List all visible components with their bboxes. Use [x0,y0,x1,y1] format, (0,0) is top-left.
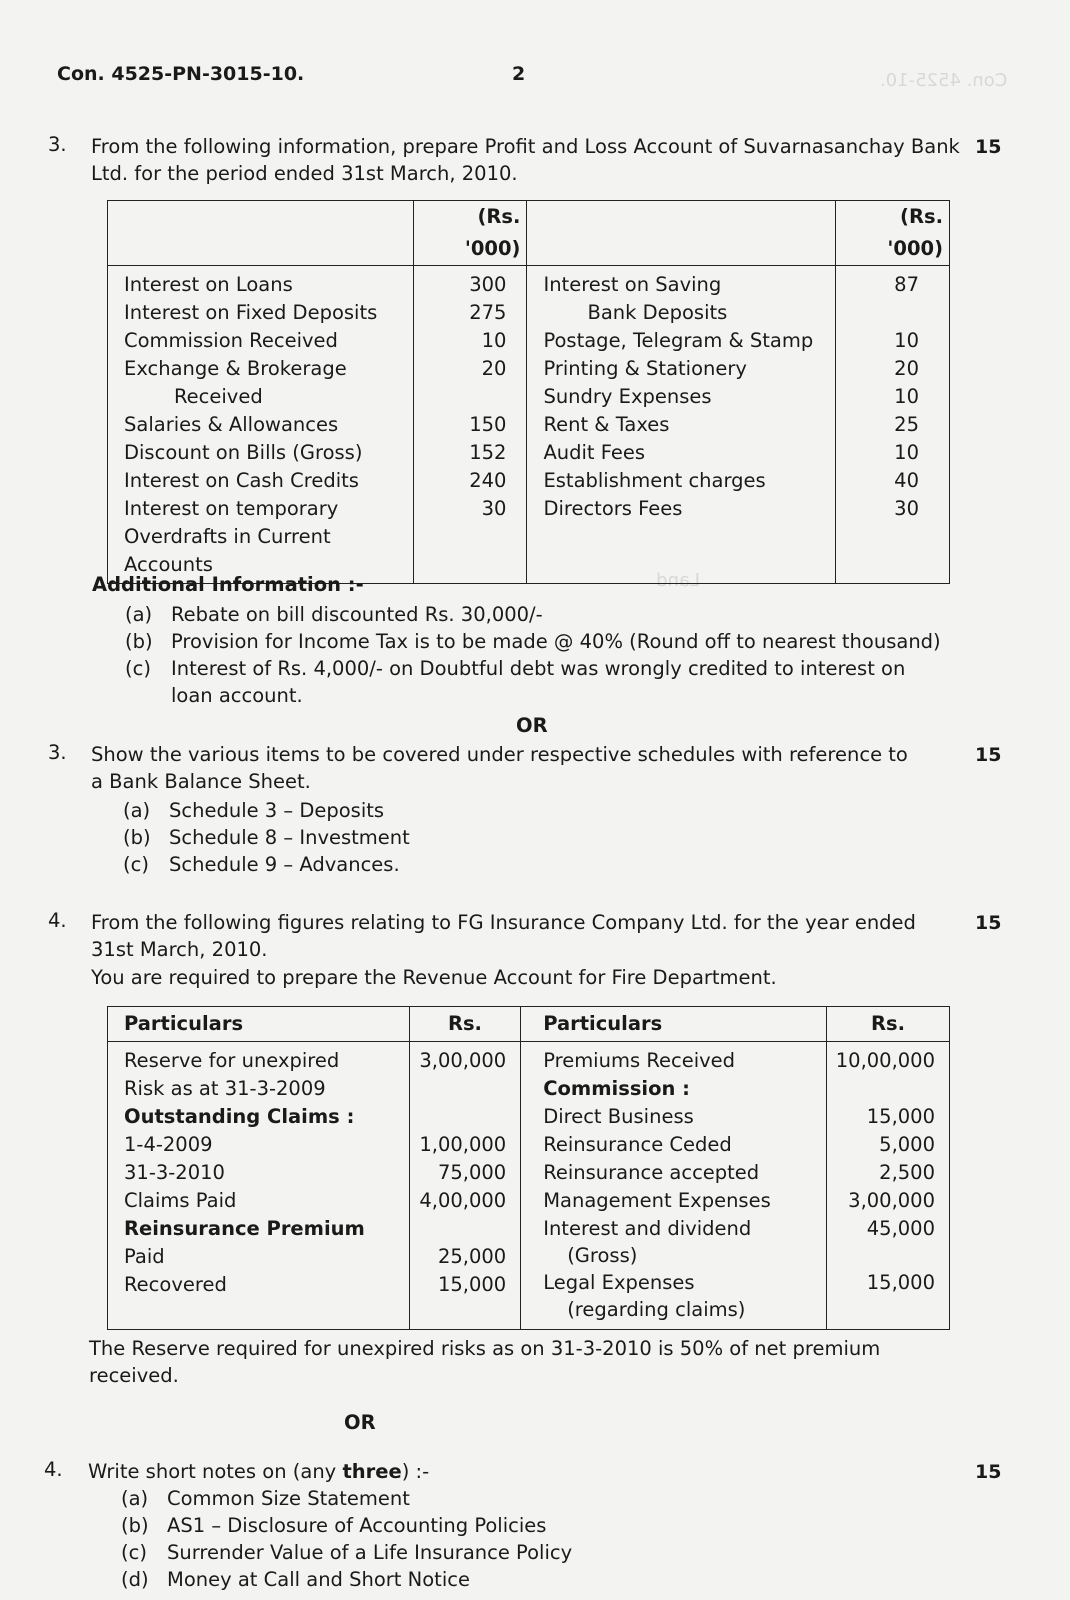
table-cell-value: 15,000 [866,1105,935,1128]
table-row-label: Establishment charges [543,469,766,492]
list-item [121,1539,572,1566]
intro-text: Write short notes on (any [88,1460,343,1483]
table-row-label: Audit Fees [543,441,646,464]
item-text: Interest of Rs. 4,000/- on Doubtful debt was wrongly credited to interest on [171,657,906,680]
list-item [123,824,410,851]
marks: 15 [975,136,1002,158]
table-row-label: Interest on temporary [124,497,339,520]
note-text: received. [89,1364,179,1387]
column-header: (Rs. '000) [836,201,950,266]
item-label: (c) [125,657,151,680]
question-number: 3. [48,133,67,156]
item-text: AS1 – Disclosure of Accounting Policies [167,1514,547,1537]
marks: 15 [975,1461,1002,1483]
table-cell-value: 1,00,000 [419,1133,507,1156]
item-label: (c) [123,853,149,876]
column-header: Particulars [108,1007,410,1042]
table-row-label: Sundry Expenses [543,385,712,408]
or-separator: OR [344,1411,376,1434]
item-label: (a) [123,799,151,822]
item-label: (b) [121,1514,149,1537]
table-cell-value: 45,000 [866,1217,935,1240]
table-cell-value: 30 [894,497,919,520]
list-item [121,1512,572,1539]
table-cell-value: 3,00,000 [419,1049,507,1072]
table-cell-value: 2,500 [879,1161,935,1184]
pl-data-table [107,200,950,584]
table-row-label: Interest on Loans [124,273,293,296]
revenue-data-table [107,1006,950,1330]
table-row-label: 1-4-2009 [124,1133,213,1156]
table-cell-value: 30 [481,497,507,520]
item-text: Schedule 9 – Advances. [169,853,400,876]
table-row-label: Commission Received [124,329,338,352]
table-cell-value: 5,000 [879,1133,935,1156]
column-header: Particulars [521,1007,827,1042]
table-row-label: Interest on Saving [543,273,722,296]
question-text: You are required to prepare the Revenue Account for Fire Department. [91,966,777,989]
list-item [123,851,410,878]
table-cell-value: 300 [469,273,507,296]
list-item [121,1485,572,1512]
table-row-label: Interest on Cash Credits [124,469,359,492]
table-row-label: Management Expenses [543,1189,771,1212]
table-cell-value: 240 [469,469,507,492]
table-cell-value: 20 [894,357,919,380]
table-cell-value: 150 [469,413,507,436]
table-cell-value: 25 [894,413,919,436]
table-cell-value: 152 [469,441,507,464]
table-cell-value: 75,000 [437,1161,507,1184]
table-cell-value: 87 [894,273,919,296]
table-row-label: Printing & Stationery [543,357,747,380]
additional-info-heading: Additional Information :- [92,573,364,596]
list-item [123,797,410,824]
table-row-label: Bank Deposits [587,301,728,324]
question-number: 4. [48,909,67,932]
intro-text: ) :- [401,1460,430,1483]
question-text [88,1458,429,1485]
table-cell-value: 275 [469,301,507,324]
short-notes-list [121,1485,572,1593]
table-cell-value: 15,000 [437,1273,507,1296]
list-item [121,1566,572,1593]
column-header: Rs. [826,1007,949,1042]
table-row-label: Claims Paid [124,1189,237,1212]
table-row-label: Rent & Taxes [543,413,670,436]
item-label: (a) [121,1487,149,1510]
list-item [125,601,941,628]
item-text: Schedule 8 – Investment [169,826,410,849]
table-row-label: Reinsurance Premium [124,1217,365,1240]
table-cell-value: 4,00,000 [419,1189,507,1212]
question-text: From the following information, prepare Profit and Loss Account of Suvarnasanchay Bank Ltd. for the period ended 31st March, 2010. [91,135,960,185]
table-row-label: Received [174,385,263,408]
table-row-label: Directors Fees [543,497,683,520]
list-item [125,682,941,709]
table-row-label: 31-3-2010 [124,1161,225,1184]
item-text: Provision for Income Tax is to be made @ 40% (Round off to nearest thousand) [171,630,941,653]
bleed-through-mark: Con. 4525-10. [880,70,1008,91]
table-row-label: Reinsurance accepted [543,1161,760,1184]
paper-code: Con. 4525-PN-3015-10. [57,63,305,85]
table-cell-value: 20 [481,357,507,380]
table-row-label: Direct Business [543,1105,694,1128]
table-row-label: (regarding claims) [567,1298,746,1321]
item-text: Money at Call and Short Notice [167,1568,470,1591]
table-row-label: Exchange & Brokerage [124,357,347,380]
list-item [125,655,941,682]
table-cell-value: 3,00,000 [848,1189,935,1212]
table-row-label: Interest and dividend [543,1217,752,1240]
table-row-label: (Gross) [567,1244,638,1267]
table-row-label: Interest on Fixed Deposits [124,301,378,324]
question-text: 31st March, 2010. [91,938,268,961]
bleed-through-mark: Land [656,570,700,591]
or-separator: OR [516,714,548,737]
table-row-label: Commission : [543,1077,690,1100]
marks: 15 [975,912,1002,934]
table-row-label: Overdrafts in Current [124,525,331,548]
question-text: From the following figures relating to FG Insurance Company Ltd. for the year ended [91,911,916,934]
item-text: Rebate on bill discounted Rs. 30,000/- [171,603,543,626]
table-row-label: Reinsurance Ceded [543,1133,732,1156]
additional-info-list [125,601,941,709]
item-text: loan account. [171,684,303,707]
table-row-label: Reserve for unexpired [124,1049,340,1072]
column-header: Rs. [409,1007,520,1042]
table-row-label: Discount on Bills (Gross) [124,441,363,464]
page-number: 2 [512,63,526,85]
item-text: Common Size Statement [167,1487,410,1510]
table-row-label: Salaries & Allowances [124,413,339,436]
item-label: (b) [123,826,151,849]
table-cell-value: 10 [894,385,919,408]
note-text: The Reserve required for unexpired risks as on 31-3-2010 is 50% of net premium [89,1337,881,1360]
table-row-label: Outstanding Claims : [124,1105,355,1128]
table-row-label: Postage, Telegram & Stamp [543,329,814,352]
item-label: (a) [125,603,153,626]
table-row-label: Paid [124,1245,165,1268]
item-label: (d) [121,1568,149,1591]
item-text: Schedule 3 – Deposits [169,799,385,822]
schedule-list [123,797,410,878]
question-number: 4. [44,1458,63,1481]
table-cell-value: 10 [894,441,919,464]
table-cell-value: 25,000 [437,1245,507,1268]
table-cell-value: 15,000 [866,1271,935,1294]
column-header: (Rs. '000) [413,201,527,266]
intro-emphasis: three [342,1460,402,1483]
question-text: a Bank Balance Sheet. [91,770,311,793]
question-text: Show the various items to be covered under respective schedules with reference to [91,743,908,766]
table-cell-value: 40 [894,469,919,492]
table-row-label: Risk as at 31-3-2009 [124,1077,326,1100]
item-label: (c) [121,1541,147,1564]
table-row-label: Legal Expenses [543,1271,695,1294]
item-text: Surrender Value of a Life Insurance Policy [167,1541,573,1564]
table-row-label: Premiums Received [543,1049,736,1072]
table-cell-value: 10,00,000 [835,1049,935,1072]
list-item [125,628,941,655]
item-label: (b) [125,630,153,653]
marks: 15 [975,744,1002,766]
table-cell-value: 10 [894,329,919,352]
table-row-label: Accounts [124,553,213,576]
question-number: 3. [48,741,67,764]
table-cell-value: 10 [481,329,507,352]
table-row-label: Recovered [124,1273,227,1296]
